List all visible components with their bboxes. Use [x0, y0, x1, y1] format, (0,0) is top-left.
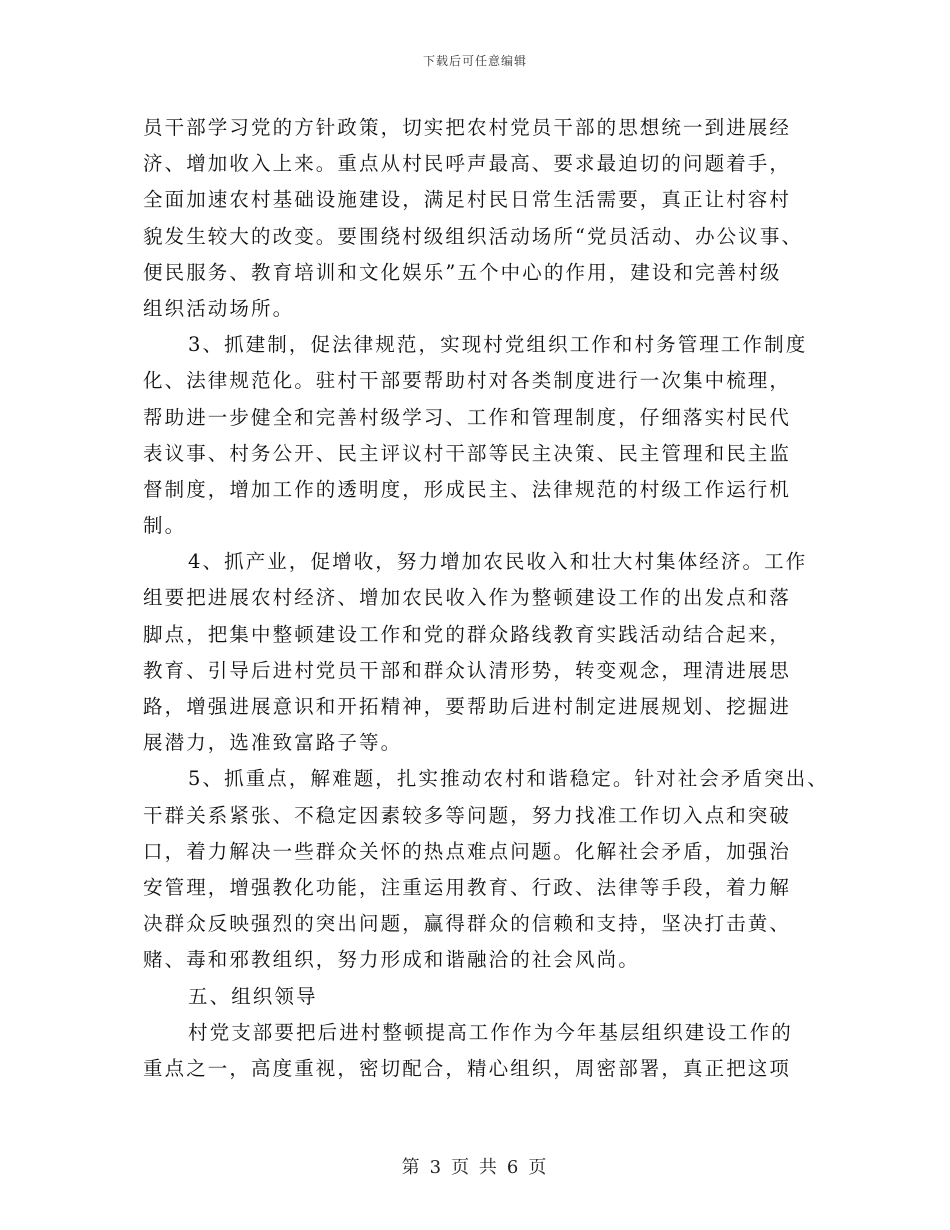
text-line: 制。 — [143, 514, 187, 538]
paragraph-start-line: 村党支部要把后进村整顿提高工作作为今年基层组织建设工作的 — [188, 1020, 793, 1044]
paragraph-start-line: 4、抓产业，促增收，努力增加农民收入和壮大村集体经济。工作 — [188, 550, 808, 574]
footer-middle: 页 共 — [451, 1157, 499, 1178]
footer-suffix: 页 — [528, 1157, 549, 1178]
section-heading: 五、组织领导 — [188, 984, 318, 1008]
current-page-number: 3 — [429, 1157, 444, 1178]
text-line: 脚点，把集中整顿建设工作和党的群众路线教育实践活动结合起来， — [143, 622, 792, 646]
paragraph-start-line: 5、抓重点，解难题，扎实推动农村和谐稳定。针对社会矛盾突出、 — [188, 767, 829, 791]
text-line: 赌、毒和邪教组织，努力形成和谐融洽的社会风尚。 — [143, 948, 640, 972]
text-line: 济、增加收入上来。重点从村民呼声最高、要求最迫切的问题着手， — [143, 152, 792, 176]
text-line: 全面加速农村基础设施建设，满足村民日常生活需要，真正让村容村 — [143, 188, 792, 212]
text-line: 化、法律规范化。驻村干部要帮助村对各类制度进行一次集中梳理， — [143, 369, 792, 393]
text-line: 路，增强进展意识和开拓精神，要帮助后进村制定进展规划、挖掘进 — [143, 695, 792, 718]
document-body — [143, 110, 829, 1087]
text-line: 安管理，增强教化功能，注重运用教育、行政、法律等手段，着力解 — [143, 875, 792, 899]
text-line: 貌发生较大的改变。要围绕村级组织活动场所“党员活动、办公议事、 — [143, 224, 804, 248]
text-line: 组织活动场所。 — [143, 296, 295, 320]
text-line: 干群关系紧张、不稳定因素较多等问题，努力找准工作切入点和突破 — [143, 803, 792, 827]
text-line: 便民服务、教育培训和文化娱乐”五个中心的作用，建设和完善村级 — [143, 260, 782, 284]
footer-prefix: 第 — [401, 1157, 422, 1178]
text-line: 督制度，增加工作的透明度，形成民主、法律规范的村级工作运行机 — [143, 477, 792, 501]
text-line: 帮助进一步健全和完善村级学习、工作和管理制度，仔细落实村民代 — [143, 405, 792, 429]
text-line: 表议事、村务公开、民主评议村干部等民主决策、民主管理和民主监 — [143, 441, 792, 465]
text-line: 重点之一，高度重视，密切配合，精心组织，周密部署，真正把这项 — [143, 1056, 792, 1080]
text-line: 展潜力，选准致富路子等。 — [143, 731, 403, 755]
text-line: 组要把进展农村经济、增加农民收入作为整顿建设工作的出发点和落 — [143, 586, 792, 610]
page-header: 下载后可任意编辑 — [422, 54, 527, 68]
total-page-count: 6 — [506, 1157, 521, 1178]
text-line: 口，着力解决一些群众关怀的热点难点问题。化解社会矛盾，加强治 — [143, 839, 792, 863]
paragraph-start-line: 3、抓建制，促法律规范，实现村党组织工作和村务管理工作制度 — [188, 333, 808, 357]
text-line: 教育、引导后进村党员干部和群众认清形势，转变观念，理清进展思 — [143, 658, 792, 682]
page-footer — [0, 1153, 950, 1179]
text-line: 员干部学习党的方针政策，切实把农村党员干部的思想统一到进展经 — [143, 116, 792, 139]
text-line: 决群众反映强烈的突出问题，赢得群众的信赖和支持，坚决打击黄、 — [143, 912, 792, 936]
